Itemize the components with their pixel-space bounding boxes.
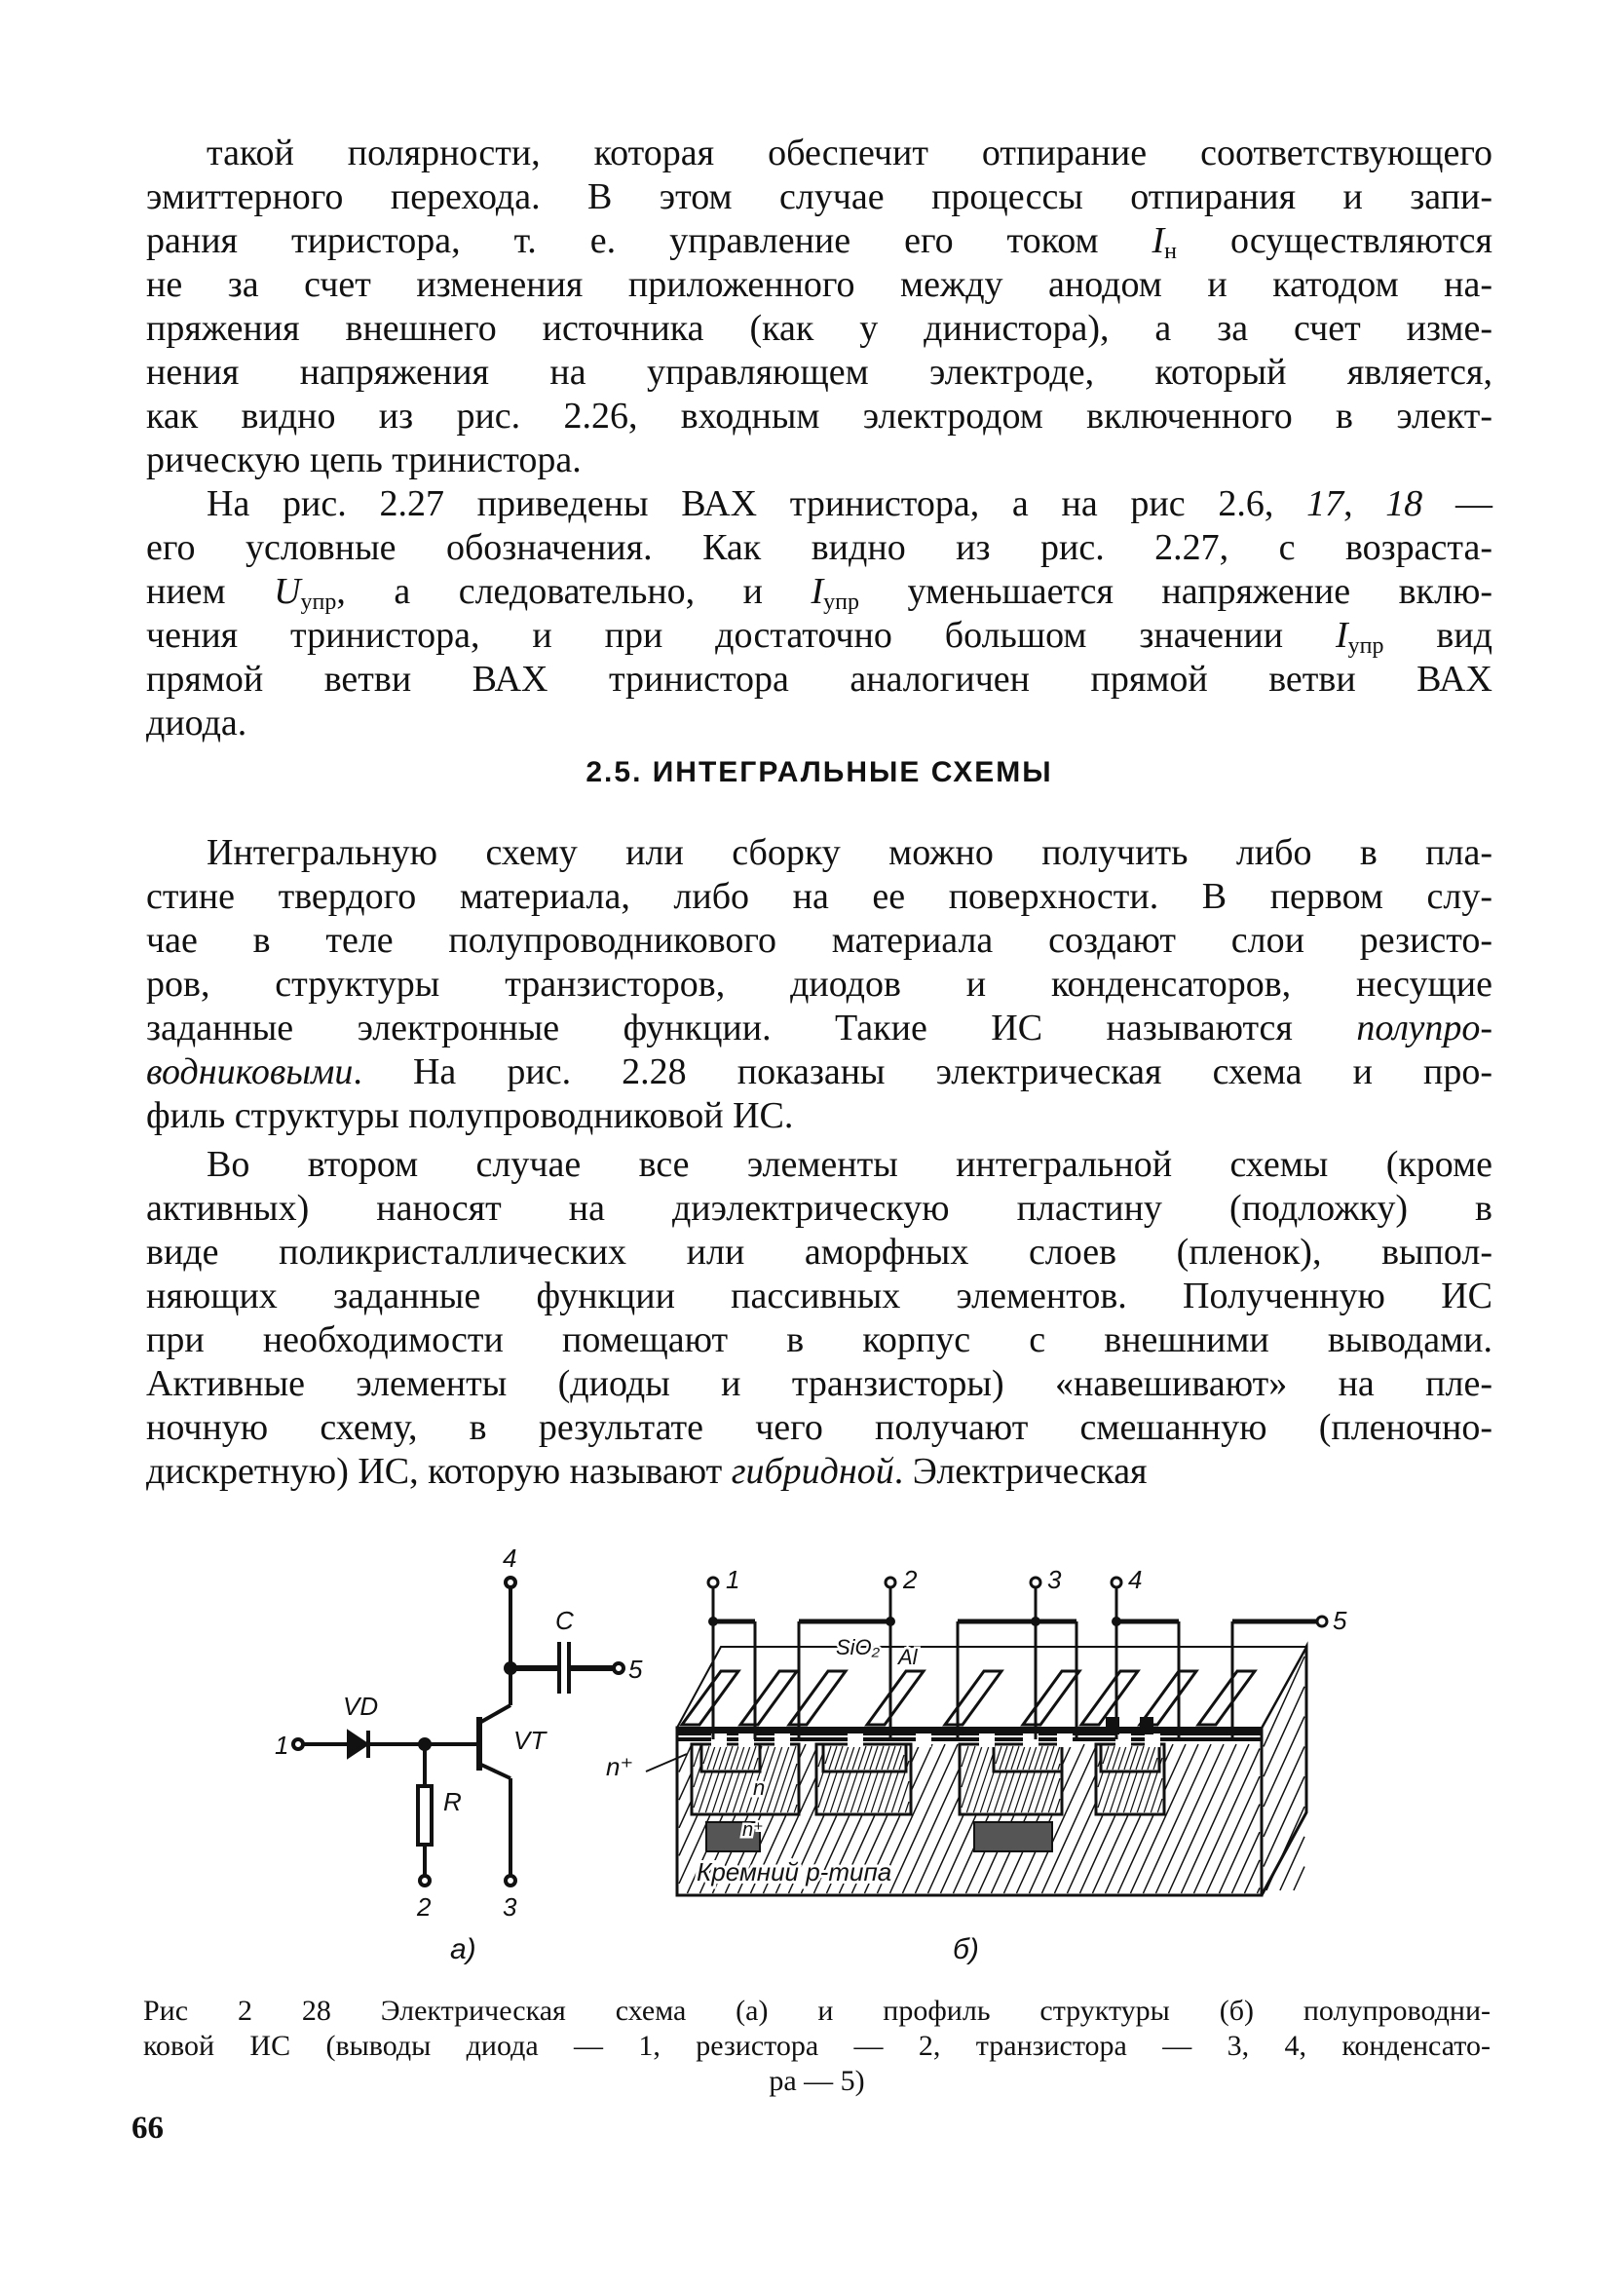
side-hatch xyxy=(1294,1867,1304,1890)
text-run: филь структуры полупроводниковой ИС. xyxy=(146,1095,794,1136)
italic-run: U xyxy=(274,571,301,612)
contact-window xyxy=(1145,1734,1160,1747)
text-run: чения тринистора, и при достаточно большом значении xyxy=(146,615,1336,656)
label-4: 4 xyxy=(503,1543,517,1573)
buried-n-plus xyxy=(974,1822,1052,1851)
figure-caption xyxy=(143,1994,1491,2099)
terminal-5 xyxy=(614,1663,623,1673)
oxide-top-face xyxy=(677,1647,1306,1728)
profile-terminal xyxy=(1031,1578,1040,1587)
terminal-4 xyxy=(506,1578,515,1587)
p-region xyxy=(1101,1744,1159,1772)
subscript: н xyxy=(1164,239,1177,264)
caption-line: ковой ИС (выводы диода — 1, резистора — 2, транзистора — 3, 4, конденсато- xyxy=(143,2030,1491,2062)
label-vd: VD xyxy=(343,1692,379,1721)
circuit-diagram xyxy=(293,1578,623,1886)
ic-profile-structure xyxy=(646,1578,1327,1895)
emitter-lead xyxy=(481,1765,510,1778)
terminal-3 xyxy=(506,1876,515,1886)
text-run: его условные обозначения. Как видно из рис. 2.27, с возраста- xyxy=(146,527,1492,568)
text-run: Во втором случае все элементы интегральной схемы (кроме xyxy=(207,1144,1492,1185)
text-run: рическую цепь тринистора. xyxy=(146,439,582,480)
italic-run: I xyxy=(811,571,824,612)
text-run: такой полярности, которая обеспечит отпирание соответствующего xyxy=(207,133,1492,173)
text-run: На рис. 2.27 приведены ВАХ тринистора, а на рис 2.6, xyxy=(207,483,1307,524)
text-run: эмиттерного перехода. В этом случае процессы отпирания и запи- xyxy=(146,176,1492,217)
text-run: чае в теле полупроводникового материала создают слои резисто- xyxy=(146,920,1492,961)
junction-dot xyxy=(708,1617,718,1626)
label-r: R xyxy=(443,1787,462,1816)
italic-run: I xyxy=(1335,615,1348,656)
section-heading: 2.5. ИНТЕГРАЛЬНЫЕ СХЕМЫ xyxy=(585,756,1053,788)
text-run: не за счет изменения приложенного между анодом и катодом на- xyxy=(146,264,1492,305)
junction-dot xyxy=(1031,1617,1040,1626)
resistor-icon xyxy=(418,1786,432,1845)
label-al: Al xyxy=(898,1645,918,1669)
contact-window xyxy=(1057,1734,1073,1747)
label-1: 1 xyxy=(275,1731,289,1760)
page-number: 66 xyxy=(132,2111,164,2146)
junction-dot xyxy=(886,1617,895,1626)
surface-line xyxy=(677,1728,1262,1735)
italic-run: I xyxy=(1152,220,1165,261)
label-n-plus: n⁺ xyxy=(606,1752,634,1781)
sublabel-b: б) xyxy=(953,1933,979,1965)
text-run: уменьшается напряжение вклю- xyxy=(858,571,1492,612)
italic-run: водниковыми xyxy=(146,1051,354,1092)
text-run: нения напряжения на управляющем электроде, который является, xyxy=(146,352,1492,393)
italic-run: полупро- xyxy=(1356,1008,1492,1048)
profile-label-3: 3 xyxy=(1047,1565,1062,1594)
label-c: C xyxy=(555,1606,574,1635)
contact-window xyxy=(738,1734,754,1747)
contact-window xyxy=(848,1734,863,1747)
label-sio2: SiO₂ xyxy=(836,1635,881,1659)
profile-label-1: 1 xyxy=(726,1565,740,1594)
terminal-1 xyxy=(293,1739,303,1749)
label-2: 2 xyxy=(417,1892,432,1922)
contact-window xyxy=(774,1734,790,1747)
caption-line: Рис 2 28 Электрическая схема (а) и профиль структуры (б) полупроводни- xyxy=(143,1995,1491,2027)
text-run: , а следовательно, и xyxy=(336,571,812,612)
collector-lead xyxy=(481,1705,510,1722)
junction-dot xyxy=(1112,1617,1121,1626)
text-run: . Электрическая xyxy=(893,1451,1148,1492)
text-run: , xyxy=(1343,483,1386,524)
subscript: упр xyxy=(823,590,859,615)
label-n-plus-buried: n⁺ xyxy=(742,1819,764,1841)
subscript: упр xyxy=(300,590,337,615)
text-run: Активные элементы (диоды и транзисторы) «навешивают» на пле- xyxy=(146,1363,1492,1404)
text-run: ров, структуры транзисторов, диодов и конденсаторов, несущие xyxy=(146,964,1492,1005)
profile-terminal xyxy=(886,1578,895,1587)
label-substrate: Кремний p-типа xyxy=(697,1857,892,1886)
text-run: стине твердого материала, либо на ее поверхности. В первом слу- xyxy=(146,876,1492,917)
label-n: n xyxy=(753,1775,766,1800)
text-run: Интегральную схему или сборку можно получить либо в пла- xyxy=(207,832,1492,873)
subscript: упр xyxy=(1347,633,1384,659)
text-run: вид xyxy=(1383,615,1492,656)
profile-terminal xyxy=(1317,1617,1327,1626)
label-5: 5 xyxy=(628,1655,643,1684)
capacitor-contact xyxy=(1140,1717,1153,1734)
text-run: осуществляются xyxy=(1176,220,1492,261)
profile-terminal xyxy=(708,1578,718,1587)
contact-window xyxy=(979,1734,995,1747)
profile-label-4: 4 xyxy=(1128,1565,1143,1594)
label-3: 3 xyxy=(503,1892,517,1922)
italic-run: 17 xyxy=(1306,483,1344,524)
label-vt: VT xyxy=(513,1726,547,1755)
caption-line: ра — 5) xyxy=(769,2065,865,2097)
text-run: дискретную) ИС, которую называют xyxy=(146,1451,732,1492)
text-run: ночную схему, в результате чего получают смешанную (пленочно- xyxy=(146,1407,1492,1448)
text-run: активных) наносят на диэлектрическую пластину (подложку) в xyxy=(146,1188,1492,1229)
italic-run: 18 xyxy=(1385,483,1423,524)
text-run: при необходимости помещают в корпус с внешними выводами. xyxy=(146,1319,1492,1360)
profile-label-5: 5 xyxy=(1333,1606,1347,1635)
p-region xyxy=(701,1744,760,1772)
text-run: как видно из рис. 2.26, входным электродом включенного в элект- xyxy=(146,396,1492,437)
terminal-2 xyxy=(420,1876,430,1886)
text-run: няющих заданные функции пассивных элементов. Полученную ИС xyxy=(146,1276,1492,1316)
text-run: рания тиристора, т. е. управление его током xyxy=(146,220,1152,261)
text-run: — xyxy=(1422,483,1493,524)
profile-terminal xyxy=(1112,1578,1121,1587)
text-run: нием xyxy=(146,571,275,612)
text-run: виде поликристаллических или аморфных слоев (пленок), выпол- xyxy=(146,1232,1492,1273)
contact-window xyxy=(916,1734,931,1747)
junction-dot xyxy=(506,1663,515,1673)
profile-label-2: 2 xyxy=(903,1565,918,1594)
text-run: заданные электронные функции. Такие ИС называются xyxy=(146,1008,1357,1048)
text-run: пряжения внешнего источника (как у динистора), а за счет изме- xyxy=(146,308,1492,349)
text-run: диода. xyxy=(146,703,247,743)
oxide-line xyxy=(677,1737,1262,1741)
text-run: . На рис. 2.28 показаны электрическая схема и про- xyxy=(353,1051,1492,1092)
diode-icon xyxy=(349,1733,366,1756)
sublabel-a: а) xyxy=(450,1933,476,1965)
italic-run: гибридной xyxy=(731,1451,894,1492)
text-run: прямой ветви ВАХ тринистора аналогичен прямой ветви ВАХ xyxy=(146,659,1492,700)
